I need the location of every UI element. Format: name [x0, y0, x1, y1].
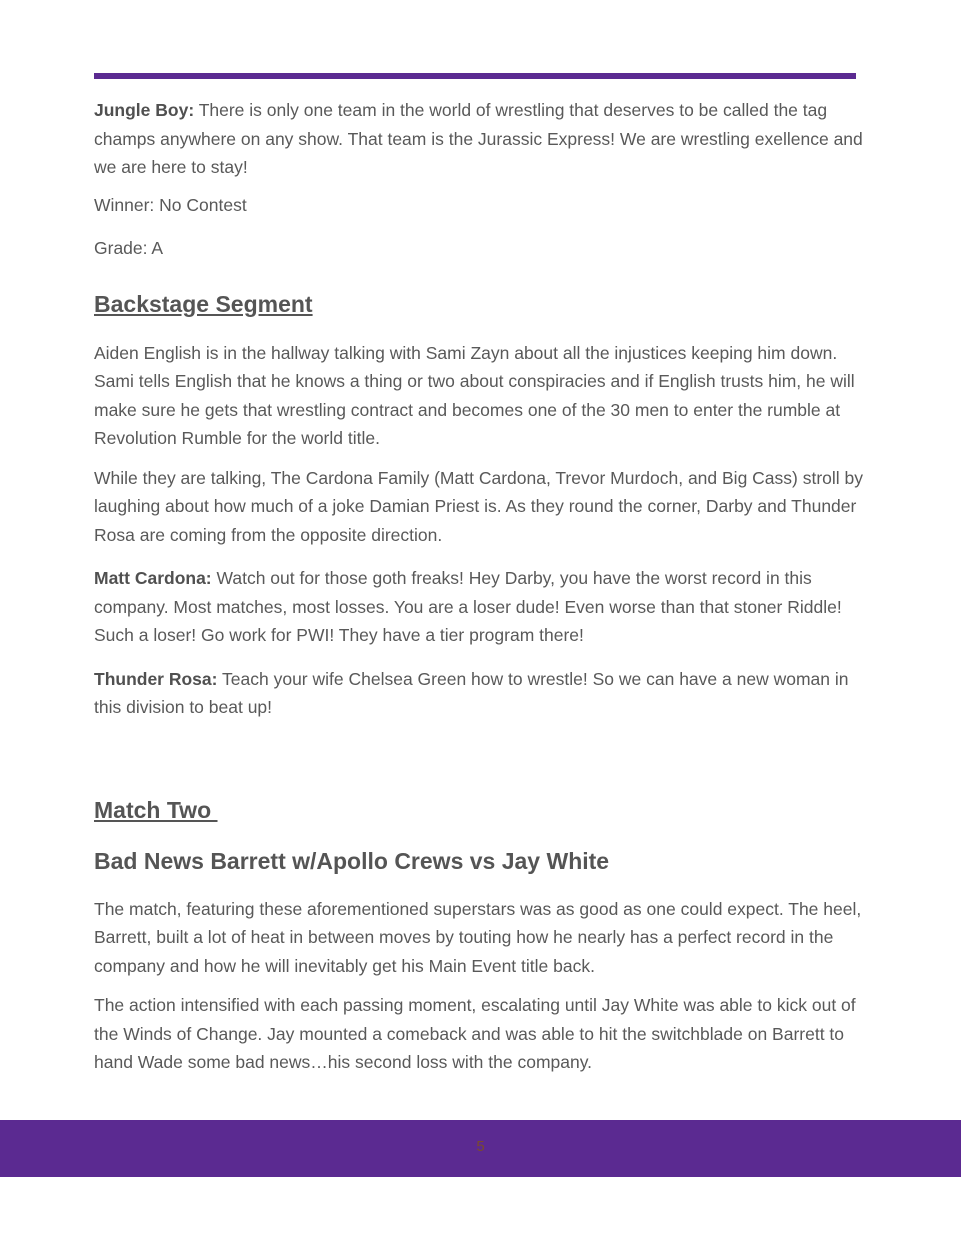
quote-text: Teach your wife Chelsea Green how to wrestle! So we can have a new woman in this division to beat up! [94, 668, 849, 717]
backstage-paragraph-1: Aiden English is in the hallway talking with Sami Zayn about all the injustices keeping him down. Sami tells English that he knows a thing or two about conspiracies and if English trusts him, he will make sure he gets that wrestling contract and becomes one of the 30 men to enter the rumble at Revolution Rumble for the world title. [94, 342, 855, 448]
match-two-paragraph-1: The match, featuring these aforementioned superstars was as good as one could expect. The heel, Barrett, built a lot of heat in between moves by touting how he nearly has a perfect record in the company and how he will inevitably get his Main Event title back. [94, 898, 862, 976]
page-content [94, 96, 864, 1077]
match-grade: Grade: A [94, 238, 164, 258]
match-two-paragraph-2: The action intensified with each passing moment, escalating until Jay White was able to kick out of the Winds of Change. Jay mounted a comeback and was able to hit the switchblade on Barrett to hand Wade some bad news…his second loss with the company. [94, 995, 856, 1072]
jungle-boy-quote [94, 96, 864, 182]
backstage-segment-heading: Backstage Segment [94, 290, 313, 317]
backstage-paragraph-2: While they are talking, The Cardona Family (Matt Cardona, Trevor Murdoch, and Big Cass) stroll by laughing about how much of a joke Damian Priest is. As they round the corner, Darby and Thunder Rosa are coming from the opposite direction. [94, 467, 864, 545]
match-winner: Winner: No Contest [94, 194, 247, 215]
top-rule-divider [94, 73, 856, 79]
thunder-rosa-quote [94, 665, 864, 722]
speaker-name: Matt Cardona: [94, 568, 212, 588]
match-two-title: Bad News Barrett w/Apollo Crews vs Jay White [94, 847, 610, 874]
quote-text: Watch out for those goth freaks! Hey Darby, you have the worst record in this company. Most matches, most losses. You are a loser dude! Even worse than that stoner Riddle! Such a loser! Go work for PWI! They have a tier program there! [94, 568, 842, 645]
speaker-name: Jungle Boy: [94, 100, 195, 120]
page-number: 5 [476, 1138, 485, 1155]
footer-bar [0, 1120, 961, 1177]
matt-cardona-quote [94, 564, 864, 650]
quote-text: There is only one team in the world of wrestling that deserves to be called the tag champs anywhere on any show. That team is the Jurassic Express! We are wrestling exellence and we are here to stay! [94, 100, 863, 177]
match-two-heading: Match Two [94, 796, 218, 823]
speaker-name: Thunder Rosa: [94, 668, 218, 689]
